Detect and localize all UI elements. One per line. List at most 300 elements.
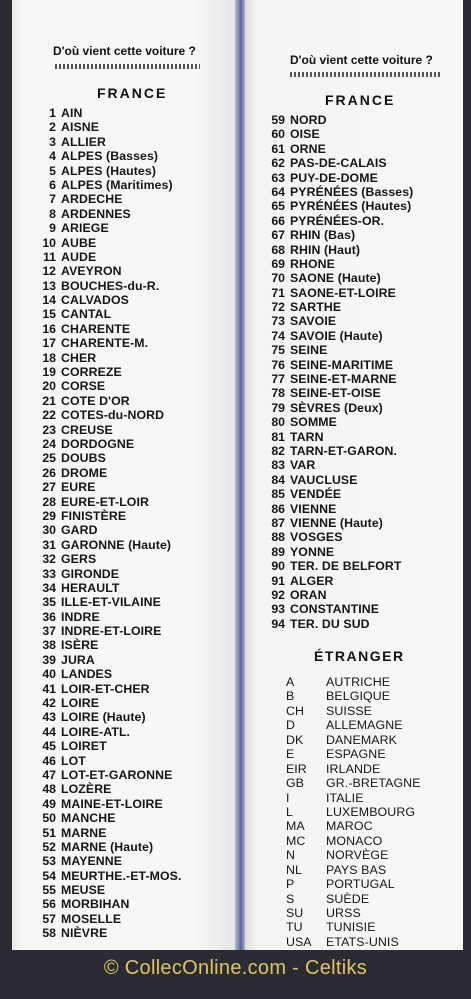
department-number: 46 xyxy=(42,753,56,768)
heading-france-right: FRANCE xyxy=(325,92,396,108)
department-number: 1 xyxy=(49,106,56,120)
department-number: 61 xyxy=(271,141,285,156)
department-number: 41 xyxy=(42,681,56,696)
department-name: EURE xyxy=(61,480,96,495)
department-name: PYRÉNÉES (Basses) xyxy=(290,184,414,199)
department-row xyxy=(263,487,413,501)
department-row xyxy=(34,307,181,321)
department-number: 94 xyxy=(271,616,285,631)
department-row xyxy=(34,466,181,480)
department-name: ALLIER xyxy=(61,134,107,149)
country-code: NL xyxy=(286,862,302,877)
department-name: TER. DE BELFORT xyxy=(290,559,402,574)
department-number: 57 xyxy=(42,911,56,926)
department-name: SAONE (Haute) xyxy=(290,271,381,286)
country-code: I xyxy=(286,790,290,805)
department-name: AISNE xyxy=(61,120,100,135)
department-name: SOMME xyxy=(290,415,337,430)
department-name: SAONE-ET-LOIRE xyxy=(290,285,396,300)
department-name: CHARENTE-M. xyxy=(61,336,149,351)
foreign-code-row xyxy=(286,762,421,776)
department-name: MEUSE xyxy=(61,883,106,898)
country-code: SU xyxy=(286,906,304,920)
department-number: 83 xyxy=(271,458,285,473)
country-name: SUÈDE xyxy=(326,891,370,906)
department-number: 18 xyxy=(42,350,56,365)
department-row xyxy=(34,912,181,926)
department-row xyxy=(34,264,181,278)
department-row xyxy=(263,458,413,472)
department-name: RHIN (Bas) xyxy=(290,228,356,243)
country-code: GB xyxy=(286,776,304,791)
foreign-code-row xyxy=(286,805,421,819)
department-name: MARNE (Haute) xyxy=(61,839,154,854)
department-row xyxy=(34,897,181,911)
department-name: ORAN xyxy=(290,587,327,602)
department-name: MEURTHE.-ET-MOS. xyxy=(61,868,182,883)
department-number: 72 xyxy=(271,300,285,315)
department-name: CREUSE xyxy=(61,422,113,437)
department-name: GIRONDE xyxy=(61,566,120,581)
department-row xyxy=(263,113,413,127)
foreign-code-row xyxy=(286,689,421,703)
foreign-code-row xyxy=(286,733,421,747)
department-name: ILLE-ET-VILAINE xyxy=(61,595,161,610)
department-row xyxy=(263,358,413,372)
department-name: LOIRET xyxy=(61,739,107,754)
department-name: AIN xyxy=(61,106,83,120)
department-row xyxy=(34,509,181,523)
department-name: ORNE xyxy=(290,141,326,156)
department-number: 71 xyxy=(271,285,285,300)
department-number: 10 xyxy=(42,235,56,250)
department-name: PYRÉNÉES-OR. xyxy=(290,213,385,228)
department-row xyxy=(34,797,181,811)
department-number: 13 xyxy=(42,278,56,293)
department-number: 48 xyxy=(42,782,56,797)
department-number: 54 xyxy=(42,868,56,883)
department-row xyxy=(34,682,181,696)
department-name: INDRE xyxy=(61,609,100,624)
department-number: 70 xyxy=(271,271,285,286)
department-name: CONSTANTINE xyxy=(290,602,379,617)
department-number: 3 xyxy=(49,134,56,149)
country-code: P xyxy=(286,877,295,892)
foreign-code-row xyxy=(286,920,421,934)
department-number: 34 xyxy=(42,580,56,595)
department-number: 24 xyxy=(42,436,56,451)
department-row xyxy=(263,372,413,386)
department-row xyxy=(34,423,181,437)
department-number: 39 xyxy=(42,652,56,667)
department-number: 12 xyxy=(42,264,56,279)
department-row xyxy=(263,185,413,199)
department-name: RHONE xyxy=(290,256,335,271)
departments-list-right xyxy=(263,113,413,631)
department-name: COTE D'OR xyxy=(61,393,130,408)
department-name: COTES-du-NORD xyxy=(61,408,165,423)
department-row xyxy=(263,473,413,487)
department-row xyxy=(263,171,413,185)
department-row xyxy=(263,415,413,429)
country-code: CH xyxy=(286,703,304,718)
department-name: EURE-ET-LOIR xyxy=(61,494,149,509)
department-name: MAYENNE xyxy=(61,854,123,869)
department-name: LOIR-ET-CHER xyxy=(61,681,150,696)
department-number: 62 xyxy=(271,156,285,171)
department-row xyxy=(34,250,181,264)
department-number: 21 xyxy=(42,393,56,408)
department-row xyxy=(263,286,413,300)
department-number: 68 xyxy=(271,242,285,257)
department-name: PAS-DE-CALAIS xyxy=(290,156,387,171)
country-name: ETATS-UNIS xyxy=(326,934,399,949)
department-row xyxy=(263,156,413,170)
department-name: VIENNE xyxy=(290,501,337,516)
department-row xyxy=(263,430,413,444)
department-row xyxy=(34,164,181,178)
department-row xyxy=(34,667,181,681)
department-name: VAR xyxy=(290,458,316,473)
country-name: NORVÈGE xyxy=(326,848,389,863)
department-row xyxy=(263,588,413,602)
department-number: 38 xyxy=(42,638,56,653)
department-row xyxy=(263,257,413,271)
department-number: 59 xyxy=(271,113,285,127)
department-number: 49 xyxy=(42,796,56,811)
heading-etranger: ÉTRANGER xyxy=(314,648,405,664)
department-row xyxy=(34,653,181,667)
department-row xyxy=(263,559,413,573)
department-row xyxy=(34,840,181,854)
department-number: 31 xyxy=(42,537,56,552)
department-name: INDRE-ET-LOIRE xyxy=(61,624,162,639)
department-name: SEINE-ET-OISE xyxy=(290,386,381,401)
department-row xyxy=(34,394,181,408)
department-number: 9 xyxy=(49,221,56,236)
department-name: LOIRE (Haute) xyxy=(61,710,146,725)
department-number: 76 xyxy=(271,357,285,372)
department-number: 89 xyxy=(271,544,285,559)
department-name: YONNE xyxy=(290,544,335,559)
department-name: MOSELLE xyxy=(61,911,122,926)
foreign-code-row xyxy=(286,906,421,920)
country-name: ALLEMAGNE xyxy=(326,718,403,733)
department-row xyxy=(263,329,413,343)
department-number: 75 xyxy=(271,343,285,358)
department-row xyxy=(34,379,181,393)
department-row xyxy=(263,386,413,400)
department-number: 6 xyxy=(49,177,56,192)
department-number: 84 xyxy=(271,472,285,487)
department-name: GERS xyxy=(61,552,97,567)
department-name: GARD xyxy=(61,523,98,538)
department-row xyxy=(34,826,181,840)
department-name: ALPES (Maritimes) xyxy=(61,177,173,192)
department-name: AUDE xyxy=(61,249,97,264)
department-name: MARNE xyxy=(61,825,107,840)
department-row xyxy=(34,221,181,235)
department-number: 14 xyxy=(42,293,56,308)
department-name: TARN xyxy=(290,429,324,444)
department-number: 5 xyxy=(49,163,56,178)
foreign-code-row xyxy=(286,877,421,891)
department-row xyxy=(34,178,181,192)
department-name: SÈVRES (Deux) xyxy=(290,400,383,415)
country-code: USA xyxy=(286,934,312,949)
country-code: DK xyxy=(286,732,304,747)
department-name: FINISTÈRE xyxy=(61,508,127,523)
department-name: LOIRE-ATL. xyxy=(61,724,131,739)
department-row xyxy=(34,495,181,509)
department-row xyxy=(34,854,181,868)
department-row xyxy=(263,214,413,228)
department-name: PYRÉNÉES (Hautes) xyxy=(290,199,412,214)
department-number: 73 xyxy=(271,314,285,329)
department-number: 88 xyxy=(271,530,285,545)
department-name: HERAULT xyxy=(61,580,120,595)
department-row xyxy=(34,408,181,422)
department-name: DORDOGNE xyxy=(61,436,135,451)
country-code: E xyxy=(286,747,295,762)
department-number: 81 xyxy=(271,429,285,444)
watermark: © CollecOnline.com - Celtiks xyxy=(103,957,368,979)
department-number: 11 xyxy=(43,249,56,264)
department-name: ALGER xyxy=(290,573,334,588)
department-row xyxy=(34,811,181,825)
department-row xyxy=(263,617,413,631)
department-name: SEINE-MARITIME xyxy=(290,357,394,372)
department-name: LOIRE xyxy=(61,696,100,711)
department-number: 26 xyxy=(42,465,56,480)
department-number: 63 xyxy=(271,170,285,185)
department-row xyxy=(34,322,181,336)
department-number: 74 xyxy=(271,328,285,343)
country-code: S xyxy=(286,891,295,906)
department-row xyxy=(34,696,181,710)
department-name: ARDENNES xyxy=(61,206,131,221)
department-number: 66 xyxy=(271,213,285,228)
department-name: LOT xyxy=(61,753,86,768)
country-code: N xyxy=(286,848,295,863)
department-number: 45 xyxy=(42,739,56,754)
department-number: 93 xyxy=(271,602,285,617)
department-row xyxy=(34,754,181,768)
department-name: DOUBS xyxy=(61,451,106,466)
department-row xyxy=(34,293,181,307)
department-number: 32 xyxy=(42,552,56,567)
department-row xyxy=(34,883,181,897)
department-name: CANTAL xyxy=(61,307,112,322)
department-row xyxy=(34,538,181,552)
country-name: PAYS BAS xyxy=(326,862,387,877)
foreign-code-row xyxy=(286,892,421,906)
country-name: IRLANDE xyxy=(326,761,381,776)
department-number: 86 xyxy=(271,501,285,516)
department-number: 80 xyxy=(271,415,285,430)
department-number: 64 xyxy=(271,184,285,199)
department-row xyxy=(34,207,181,221)
department-name: CHER xyxy=(61,350,97,365)
department-row xyxy=(34,149,181,163)
department-name: VENDÉE xyxy=(290,487,342,502)
department-number: 25 xyxy=(42,451,56,466)
department-name: NORD xyxy=(290,113,327,127)
department-row xyxy=(34,120,181,134)
department-row xyxy=(34,739,181,753)
department-number: 19 xyxy=(42,365,56,380)
department-name: PUY-DE-DOME xyxy=(290,170,378,185)
department-row xyxy=(34,135,181,149)
department-row xyxy=(263,314,413,328)
foreign-code-row xyxy=(286,935,421,949)
department-name: SAVOIE (Haute) xyxy=(290,328,383,343)
department-number: 50 xyxy=(42,811,56,826)
department-row xyxy=(34,782,181,796)
country-code: D xyxy=(286,718,295,733)
country-code: A xyxy=(286,675,295,689)
department-name: DROME xyxy=(61,465,108,480)
country-name: ITALIE xyxy=(326,790,364,805)
department-row xyxy=(34,365,181,379)
department-row xyxy=(263,199,413,213)
department-row xyxy=(263,343,413,357)
department-name: CORREZE xyxy=(61,365,122,380)
department-name: TARN-ET-GARON. xyxy=(290,443,398,458)
department-number: 35 xyxy=(42,595,56,610)
department-number: 56 xyxy=(42,897,56,912)
department-name: VIENNE (Haute) xyxy=(290,515,383,530)
department-name: MAINE-ET-LOIRE xyxy=(61,796,163,811)
department-number: 22 xyxy=(42,408,56,423)
department-row xyxy=(34,437,181,451)
department-number: 91 xyxy=(271,573,285,588)
department-name: LOZÈRE xyxy=(61,782,112,797)
foreign-code-row xyxy=(286,834,421,848)
department-number: 85 xyxy=(271,487,285,502)
department-number: 7 xyxy=(49,192,56,207)
department-name: SAVOIE xyxy=(290,314,337,329)
department-number: 28 xyxy=(42,494,56,509)
country-name: SUISSE xyxy=(326,703,373,718)
department-row xyxy=(34,581,181,595)
department-number: 36 xyxy=(42,609,56,624)
department-row xyxy=(34,451,181,465)
country-name: LUXEMBOURG xyxy=(326,804,416,819)
department-number: 40 xyxy=(42,667,56,682)
country-name: DANEMARK xyxy=(326,732,398,747)
department-row xyxy=(34,869,181,883)
department-number: 2 xyxy=(49,120,56,135)
department-number: 82 xyxy=(271,443,285,458)
department-name: VOSGES xyxy=(290,530,343,545)
departments-list-left xyxy=(34,106,181,941)
department-name: GARONNE (Haute) xyxy=(61,537,172,552)
department-name: JURA xyxy=(61,652,95,667)
country-name: AUTRICHE xyxy=(326,675,391,689)
foreign-code-row xyxy=(286,718,421,732)
dashed-rule-right xyxy=(290,72,440,77)
department-number: 58 xyxy=(42,926,56,941)
department-row xyxy=(34,710,181,724)
country-name: MONACO xyxy=(326,833,383,848)
slogan-left: D'où vient cette voiture ? xyxy=(53,44,196,58)
department-number: 60 xyxy=(271,127,285,142)
country-code: B xyxy=(286,689,295,704)
department-name: ARDECHE xyxy=(61,192,123,207)
slogan-right: D'où vient cette voiture ? xyxy=(290,53,433,67)
department-name: NIÈVRE xyxy=(61,926,108,941)
department-row xyxy=(263,401,413,415)
department-name: ARIEGE xyxy=(61,221,109,236)
department-name: OISE xyxy=(290,127,320,142)
department-number: 29 xyxy=(42,508,56,523)
department-number: 65 xyxy=(271,199,285,214)
department-name: VAUCLUSE xyxy=(290,472,358,487)
foreign-code-row xyxy=(286,776,421,790)
foreign-code-row xyxy=(286,863,421,877)
department-number: 53 xyxy=(42,854,56,869)
department-row xyxy=(34,725,181,739)
department-row xyxy=(263,502,413,516)
dashed-rule-left xyxy=(55,64,200,69)
department-row xyxy=(34,595,181,609)
country-code: MA xyxy=(286,819,305,834)
department-row xyxy=(34,768,181,782)
department-number: 8 xyxy=(49,206,56,221)
department-row xyxy=(263,228,413,242)
department-number: 79 xyxy=(271,400,285,415)
country-code: TU xyxy=(286,920,303,935)
department-number: 17 xyxy=(42,336,56,351)
department-row xyxy=(263,127,413,141)
department-name: MANCHE xyxy=(61,811,116,826)
department-name: SARTHE xyxy=(290,300,342,315)
department-name: LOT-ET-GARONNE xyxy=(61,767,173,782)
department-number: 42 xyxy=(42,696,56,711)
country-name: GR.-BRETAGNE xyxy=(326,776,421,791)
department-row xyxy=(34,192,181,206)
department-number: 47 xyxy=(42,767,56,782)
foreign-codes-list xyxy=(286,675,421,949)
department-number: 78 xyxy=(271,386,285,401)
fold-strip xyxy=(235,0,245,999)
department-number: 67 xyxy=(271,228,285,243)
department-number: 30 xyxy=(42,523,56,538)
department-row xyxy=(263,530,413,544)
department-number: 69 xyxy=(271,256,285,271)
department-row xyxy=(263,243,413,257)
department-name: AUBE xyxy=(61,235,97,250)
country-code: L xyxy=(286,804,293,819)
country-name: BELGIQUE xyxy=(326,689,391,704)
country-name: TUNISIE xyxy=(326,920,376,935)
department-row xyxy=(263,545,413,559)
department-name: SEINE-ET-MARNE xyxy=(290,372,397,387)
department-number: 37 xyxy=(42,624,56,639)
department-number: 27 xyxy=(42,480,56,495)
department-row xyxy=(263,142,413,156)
department-number: 55 xyxy=(42,883,56,898)
department-number: 51 xyxy=(42,825,56,840)
department-number: 15 xyxy=(42,307,56,322)
department-number: 90 xyxy=(271,559,285,574)
department-row xyxy=(263,516,413,530)
department-row xyxy=(34,926,181,940)
department-row xyxy=(34,480,181,494)
department-row xyxy=(263,574,413,588)
department-name: CALVADOS xyxy=(61,293,129,308)
